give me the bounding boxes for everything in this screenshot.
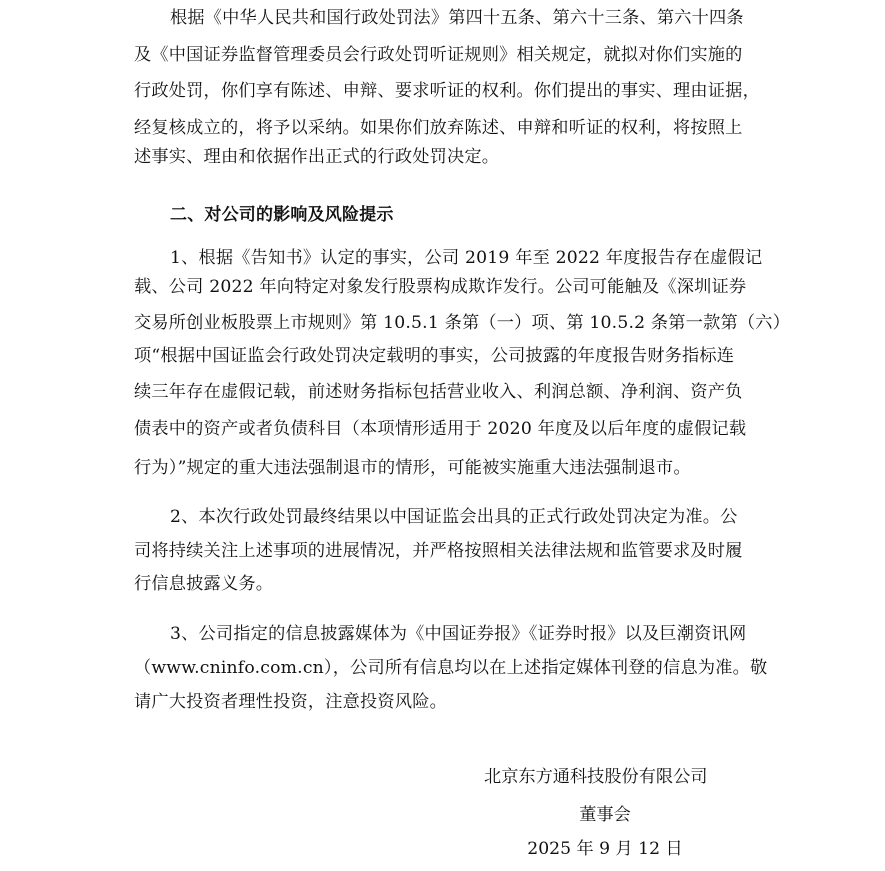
text-line: 3、公司指定的信息披露媒体为《中国证券报》《证券时报》以及巨潮资讯网 <box>170 624 747 644</box>
text-line: 2、本次行政处罚最终结果以中国证监会出具的正式行政处罚决定为准。公 <box>170 507 738 527</box>
text-line: 续三年存在虚假记载，前述财务指标包括营业收入、利润总额、净利润、资产负 <box>134 382 743 402</box>
text-line: 载、公司 2022 年向特定对象发行股票构成欺诈发行。公司可能触及《深圳证券 <box>134 277 747 297</box>
board-label: 董事会 <box>579 805 631 825</box>
text-line: 行信息披露义务。 <box>134 574 274 594</box>
text-line: 债表中的资产或者负债科目（本项情形适用于 2020 年度及以后年度的虚假记载 <box>134 419 747 439</box>
text-line: 根据《中华人民共和国行政处罚法》第四十五条、第六十三条、第六十四条 <box>170 8 744 28</box>
text-line: 行政处罚，你们享有陈述、申辩、要求听证的权利。你们提出的事实、理由证据， <box>134 81 760 101</box>
text-line: 经复核成立的，将予以采纳。如果你们放弃陈述、申辩和听证的权利，将按照上 <box>134 118 743 138</box>
text-line: 1、根据《告知书》认定的事实，公司 2019 年至 2022 年度报告存在虚假记 <box>170 248 763 268</box>
section-heading: 二、对公司的影响及风险提示 <box>170 205 394 225</box>
text-line: 司将持续关注上述事项的进展情况，并严格按照相关法律法规和监管要求及时履 <box>134 541 743 561</box>
text-line: 交易所创业板股票上市规则》第 10.5.1 条第（一）项、第 10.5.2 条第一款第（六） <box>134 313 791 333</box>
text-line: 请广大投资者理性投资，注意投资风险。 <box>134 692 447 712</box>
signature-date: 2025 年 9 月 12 日 <box>527 839 683 859</box>
text-line: 行为）”规定的重大违法强制退市的情形，可能被实施重大违法强制退市。 <box>134 458 691 478</box>
text-line: 述事实、理由和依据作出正式的行政处罚决定。 <box>134 147 500 167</box>
text-line: 项“根据中国证监会行政处罚决定载明的事实，公司披露的年度报告财务指标连 <box>134 346 735 366</box>
text-line: 及《中国证券监督管理委员会行政处罚听证规则》相关规定，就拟对你们实施的 <box>134 45 743 65</box>
text-line: （www.cninfo.com.cn），公司所有信息均以在上述指定媒体刊登的信息为准。敬 <box>134 658 768 678</box>
company-name: 北京东方通科技股份有限公司 <box>484 767 708 787</box>
